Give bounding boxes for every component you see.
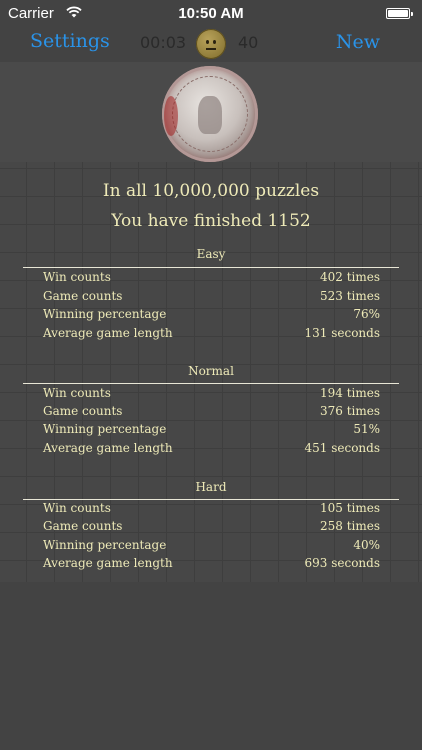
section-divider [23, 383, 399, 384]
stat-row-hard-win [43, 501, 380, 519]
section-divider [23, 499, 399, 500]
section-title-hard: Hard [195, 480, 227, 494]
stat-value: 194 times [319, 386, 380, 400]
new-game-button[interactable]: New [335, 31, 380, 53]
emblem-band [0, 62, 422, 162]
stat-row-easy-percentage [43, 307, 380, 325]
statistics-panel [0, 162, 422, 582]
section-title-normal: Normal [188, 364, 234, 378]
stat-label: Winning percentage [43, 538, 167, 552]
stat-label: Winning percentage [43, 422, 167, 436]
stat-label: Average game length [43, 326, 173, 340]
stat-row-hard-percentage [43, 538, 380, 556]
stat-label: Game counts [43, 289, 123, 303]
stat-row-easy-length [43, 326, 380, 344]
finished-count-headline: You have finished 1152 [111, 211, 311, 231]
stat-value: 402 times [319, 270, 380, 284]
stat-value: 51% [353, 422, 380, 436]
battery-icon [386, 8, 410, 19]
stat-label: Win counts [43, 270, 111, 284]
stat-value: 523 times [319, 289, 380, 303]
nav-bar [0, 28, 422, 60]
section-divider [23, 267, 399, 268]
stat-label: Winning percentage [43, 307, 167, 321]
stat-value: 376 times [319, 404, 380, 418]
status-bar [0, 0, 422, 28]
stat-value: 258 times [319, 519, 380, 533]
remaining-count: 40 [238, 33, 259, 52]
stat-row-hard-games [43, 519, 380, 537]
stat-value: 693 seconds [304, 556, 380, 570]
stat-label: Average game length [43, 556, 173, 570]
settings-button[interactable]: Settings [30, 30, 110, 52]
stat-row-normal-games [43, 404, 380, 422]
stat-label: Average game length [43, 441, 173, 455]
stat-label: Game counts [43, 404, 123, 418]
stat-row-easy-games [43, 289, 380, 307]
section-title-easy: Easy [196, 247, 226, 261]
stat-value: 451 seconds [304, 441, 380, 455]
coin-emblem-icon [162, 66, 258, 162]
carrier-label: Carrier [8, 5, 54, 22]
stat-label: Win counts [43, 386, 111, 400]
stat-value: 40% [353, 538, 380, 552]
stat-label: Game counts [43, 519, 123, 533]
stat-row-easy-win [43, 270, 380, 288]
stat-value: 105 times [319, 501, 380, 515]
stat-row-normal-length [43, 441, 380, 459]
stat-row-normal-percentage [43, 422, 380, 440]
smiley-face-icon[interactable] [196, 29, 226, 59]
total-puzzles-headline: In all 10,000,000 puzzles [102, 181, 320, 201]
stat-value: 131 seconds [304, 326, 380, 340]
stat-value: 76% [353, 307, 380, 321]
stat-label: Win counts [43, 501, 111, 515]
game-timer: 00:03 [140, 33, 187, 52]
status-time: 10:50 AM [178, 5, 244, 22]
stat-row-hard-length [43, 556, 380, 574]
stat-row-normal-win [43, 386, 380, 404]
